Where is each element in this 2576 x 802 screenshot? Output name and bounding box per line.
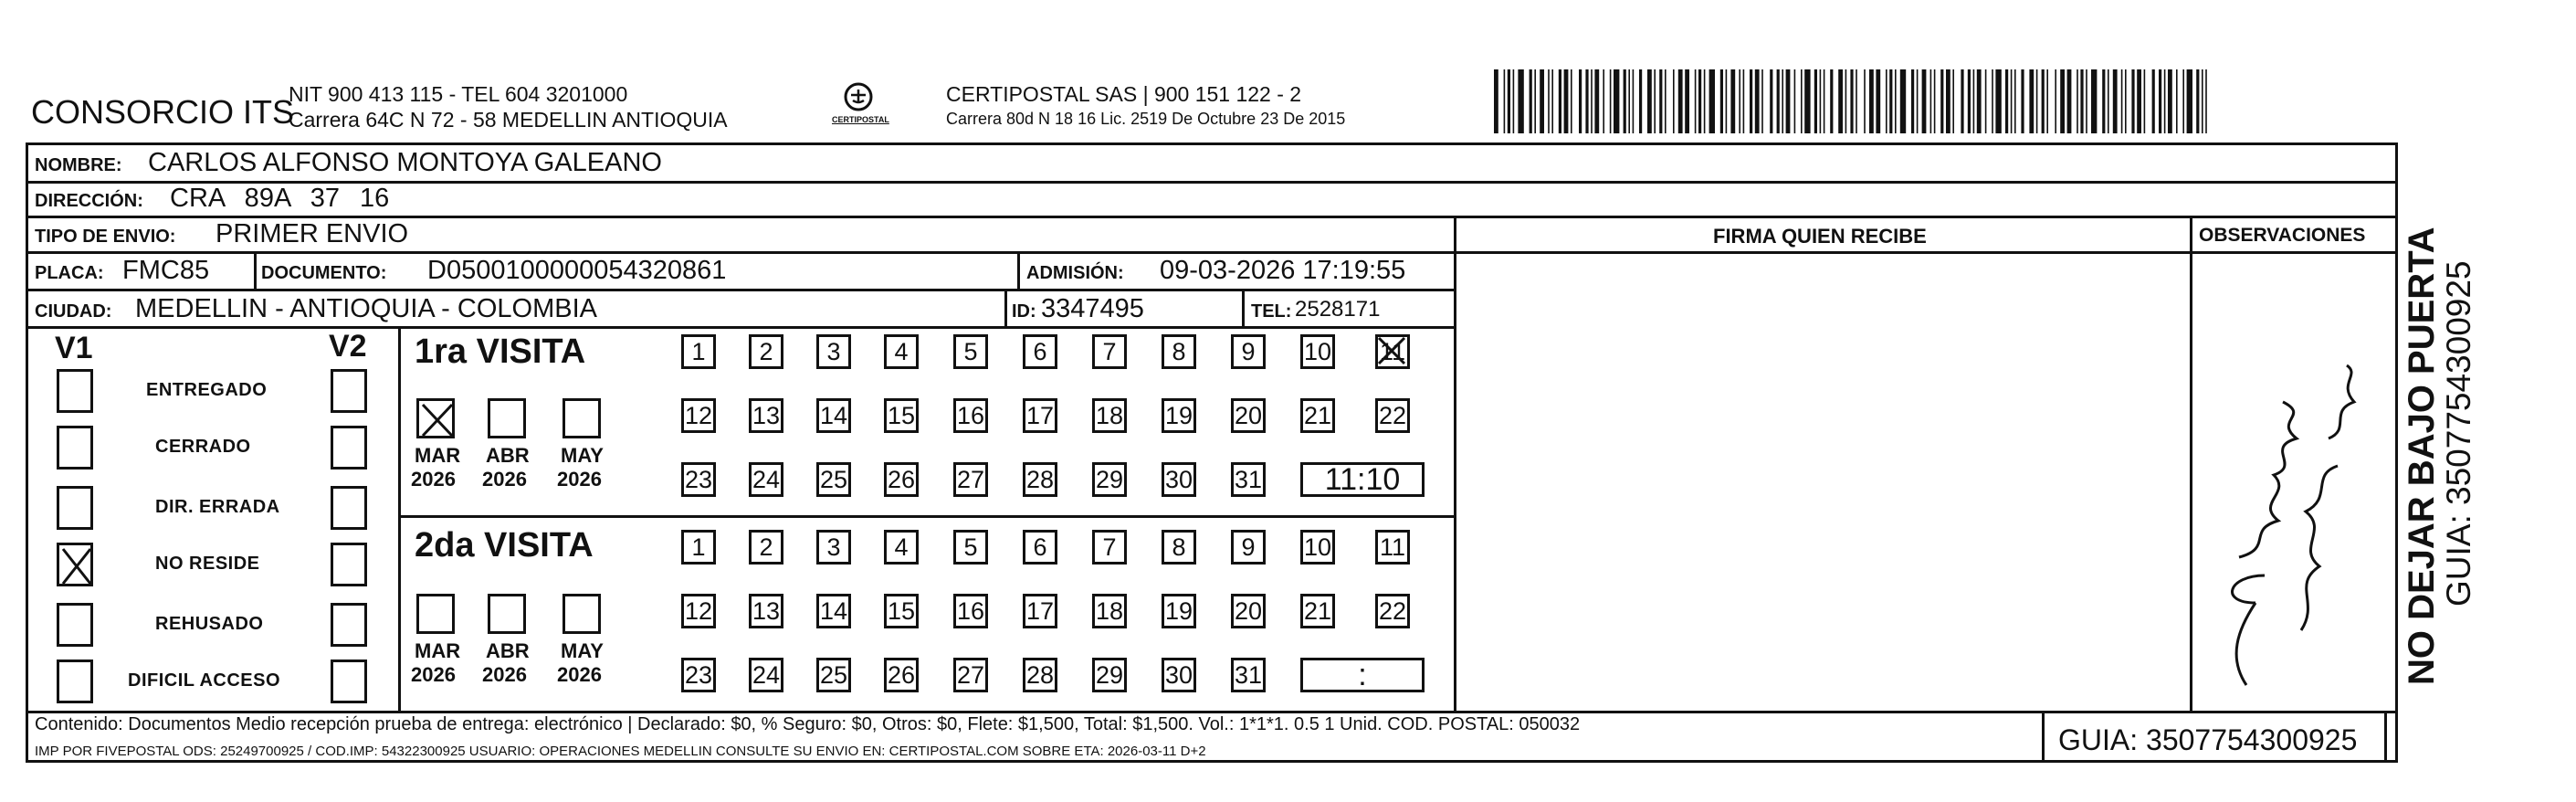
barcode-bar [1513, 69, 1515, 133]
v2-checkbox[interactable] [331, 543, 367, 586]
barcode-bar [2108, 69, 2109, 133]
visit2-day-box[interactable]: 6 [1023, 530, 1057, 565]
id-value: 3347495 [1041, 294, 1144, 323]
status-label: REHUSADO [155, 614, 264, 634]
certipostal-logo [826, 80, 890, 133]
visit2-day-box[interactable]: 4 [884, 530, 919, 565]
name-label: NOMBRE: [35, 155, 122, 175]
barcode-bar [2125, 69, 2127, 133]
barcode-bar [1922, 69, 1927, 133]
visit2-day-box[interactable]: 19 [1162, 594, 1196, 628]
barcode-bar [1886, 69, 1887, 133]
visit1-month-year: 2026 [411, 468, 456, 491]
id-label: ID: [1012, 301, 1036, 322]
barcode-bar [1869, 69, 1874, 133]
barcode-bar [1720, 69, 1723, 133]
logo-text: CERTIPOSTAL [832, 115, 889, 124]
barcode-bar [2168, 69, 2172, 133]
visit1-month-label: MAY [561, 444, 604, 467]
barcode-bar [1804, 69, 1810, 133]
barcode-bar [1704, 69, 1706, 133]
recipient-signature [2192, 329, 2374, 703]
barcode-bar [1624, 69, 1626, 133]
barcode-bar [1794, 69, 1796, 133]
barcode-bar [2187, 69, 2192, 133]
barcode-bar [2036, 69, 2038, 133]
visit1-day-box[interactable]: 28 [1023, 462, 1057, 497]
barcode-bar [1876, 69, 1880, 133]
barcode-bar [1830, 69, 1833, 133]
visit2-day-box[interactable]: 9 [1231, 530, 1266, 565]
visit1-day-box[interactable]: 11 [1375, 334, 1410, 369]
carrier-line: CERTIPOSTAL SAS | 900 151 122 - 2 [946, 82, 1302, 106]
visit1-day-box[interactable]: 24 [749, 462, 783, 497]
visit2-day-box[interactable]: 15 [884, 594, 919, 628]
visit1-month-checkbox[interactable] [488, 398, 526, 438]
city-value: MEDELLIN - ANTIOQUIA - COLOMBIA [135, 294, 597, 323]
barcode-bar [2182, 69, 2184, 133]
tel-label: TEL: [1251, 301, 1292, 322]
visit1-day-box[interactable]: 30 [1162, 462, 1196, 497]
barcode-bar [1845, 69, 1847, 133]
barcode-bar [1940, 69, 1943, 133]
barcode-bar [1934, 69, 1936, 133]
barcode-bar [1739, 69, 1740, 133]
v2-checkbox[interactable] [331, 603, 367, 647]
barcode-bar [2077, 69, 2078, 133]
visit1-day-box[interactable]: 2 [749, 334, 783, 369]
visit1-day-box[interactable]: 31 [1231, 462, 1266, 497]
plate-label: PLACA: [35, 263, 104, 283]
visit1-time-field[interactable]: 11:10 [1300, 462, 1425, 497]
side-warning: NO DEJAR BAJO PUERTA [2402, 227, 2442, 685]
city-label: CIUDAD: [35, 301, 112, 322]
barcode-bar [1564, 69, 1569, 133]
barcode-bar [1594, 69, 1599, 133]
barcode-bar [1856, 69, 1857, 133]
barcode-bar [2152, 69, 2155, 133]
shipment-type-label: TIPO DE ENVIO: [35, 227, 176, 247]
v1-checkbox[interactable] [57, 603, 93, 647]
visit1-title: 1ra VISITA [415, 332, 586, 371]
visit2-month-checkbox[interactable] [416, 594, 455, 634]
v2-label: V2 [329, 329, 367, 364]
barcode-bar [1639, 69, 1642, 133]
barcode-bar [1968, 69, 1971, 133]
barcode-bar [2011, 69, 2013, 133]
tel-value: 2528171 [1295, 297, 1381, 322]
barcode [1494, 69, 2215, 133]
v2-checkbox[interactable] [331, 369, 367, 413]
shipment-type: PRIMER ENVIO [216, 219, 409, 248]
barcode-bar [1770, 69, 1772, 133]
signature-header: FIRMA QUIEN RECIBE [1713, 225, 1927, 248]
visit1-day-box[interactable]: 1 [681, 334, 716, 369]
visit2-day-box[interactable]: 30 [1162, 658, 1196, 692]
barcode-bar [2005, 69, 2008, 133]
visit2-day-box[interactable]: 5 [953, 530, 988, 565]
visit2-day-box[interactable]: 18 [1092, 594, 1127, 628]
company-nit-line: NIT 900 413 115 - TEL 604 3201000 [289, 82, 628, 106]
recipient-address: CRA 89A 37 16 [170, 184, 390, 213]
visit2-day-box[interactable]: 25 [816, 658, 851, 692]
v1-checkbox[interactable] [57, 486, 93, 530]
barcode-bar [1585, 69, 1588, 133]
footer-guia: GUIA: 3507754300925 [2058, 723, 2358, 756]
barcode-bar [1551, 69, 1553, 133]
visit1-day-box[interactable]: 26 [884, 462, 919, 497]
visit2-day-box[interactable]: 12 [681, 594, 716, 628]
v1-checkbox[interactable] [57, 543, 93, 586]
barcode-bar [1698, 69, 1701, 133]
barcode-bar [2067, 69, 2072, 133]
v1-label: V1 [55, 331, 93, 365]
barcode-bar [1814, 69, 1817, 133]
carrier-address-line: Carrera 80d N 18 16 Lic. 2519 De Octubre 23 De 2015 [946, 110, 1346, 128]
visit2-month-checkbox[interactable] [488, 594, 526, 634]
address-label: DIRECCIÓN: [35, 191, 143, 211]
visit2-day-box[interactable]: 7 [1092, 530, 1127, 565]
admission-value: 09-03-2026 17:19:55 [1160, 256, 1406, 285]
barcode-bar [1777, 69, 1780, 133]
status-label: DIFICIL ACCESO [128, 670, 281, 691]
visit2-day-box[interactable]: 23 [681, 658, 716, 692]
visit2-day-box[interactable]: 20 [1231, 594, 1266, 628]
v1-checkbox[interactable] [57, 660, 93, 703]
company-address-line: Carrera 64C N 72 - 58 MEDELLIN ANTIOQUIA [289, 108, 728, 132]
status-label: NO RESIDE [155, 554, 260, 574]
visit2-day-box[interactable]: 29 [1092, 658, 1127, 692]
visit1-day-box[interactable]: 18 [1092, 398, 1127, 433]
recipient-name: CARLOS ALFONSO MONTOYA GALEANO [148, 148, 662, 177]
barcode-bar [1518, 69, 1523, 133]
barcode-bar [1750, 69, 1752, 133]
visit2-day-box[interactable]: 27 [953, 658, 988, 692]
status-label: ENTREGADO [146, 380, 268, 400]
barcode-bar [1782, 69, 1783, 133]
admission-label: ADMISIÓN: [1026, 263, 1124, 283]
barcode-bar [1559, 69, 1561, 133]
barcode-bar [2029, 69, 2034, 133]
visit1-day-box[interactable]: 20 [1231, 398, 1266, 433]
visit1-day-box[interactable]: 5 [953, 334, 988, 369]
barcode-bar [2021, 69, 2024, 133]
barcode-bar [1494, 69, 1498, 133]
barcode-bar [1726, 69, 1728, 133]
barcode-bar [1824, 69, 1825, 133]
visit2-month-label: ABR [486, 639, 530, 662]
barcode-bar [1864, 69, 1866, 133]
visit1-day-box[interactable]: 14 [816, 398, 851, 433]
barcode-bar [2042, 69, 2045, 133]
barcode-bar [1900, 69, 1906, 133]
visit2-day-box[interactable]: 16 [953, 594, 988, 628]
footer-print-line: IMP POR FIVEPOSTAL ODS: 25249700925 / COD.IMP: 54322300925 USUARIO: OPERACIONES MEDELLIN CONSULTE SU ENVIO EN: CERTIPOSTAL.COM SOBRE ETA: 2026-03-11 D+2 [35, 744, 1206, 759]
visit2-day-box[interactable]: 24 [749, 658, 783, 692]
barcode-bar [2014, 69, 2016, 133]
barcode-bar [2196, 69, 2199, 133]
visit1-month-label: ABR [486, 444, 530, 467]
barcode-bar [1820, 69, 1822, 133]
barcode-bar [2144, 69, 2146, 133]
barcode-bar [2055, 69, 2056, 133]
barcode-bar [1508, 69, 1510, 133]
barcode-bar [1591, 69, 1593, 133]
visit2-month-year: 2026 [557, 663, 602, 686]
visit2-day-box[interactable]: 26 [884, 658, 919, 692]
barcode-bar [1695, 69, 1697, 133]
barcode-bar [1930, 69, 1932, 133]
barcode-bar [1917, 69, 1919, 133]
document-value: D0500100000054320861 [427, 256, 727, 285]
barcode-bar [1761, 69, 1763, 133]
barcode-bar [1946, 69, 1950, 133]
visit2-day-box[interactable]: 22 [1375, 594, 1410, 628]
barcode-bar [1985, 69, 1987, 133]
barcode-bar [1911, 69, 1914, 133]
barcode-bar [1540, 69, 1544, 133]
barcode-bar [1628, 69, 1630, 133]
barcode-bar [1961, 69, 1963, 133]
v2-checkbox[interactable] [331, 486, 367, 530]
barcode-bar [2102, 69, 2105, 133]
visit1-day-box[interactable]: 12 [681, 398, 716, 433]
visit2-day-box[interactable]: 2 [749, 530, 783, 565]
visit2-day-box[interactable]: 3 [816, 530, 851, 565]
barcode-bar [1673, 69, 1675, 133]
visit1-day-box[interactable]: 15 [884, 398, 919, 433]
visit1-day-box[interactable]: 10 [1300, 334, 1335, 369]
visit1-day-box[interactable]: 3 [816, 334, 851, 369]
visit1-day-box[interactable]: 25 [816, 462, 851, 497]
visit1-day-box[interactable]: 19 [1162, 398, 1196, 433]
visit1-month-checkbox[interactable] [563, 398, 601, 438]
visit2-month-year: 2026 [411, 663, 456, 686]
visit2-day-box[interactable]: 8 [1162, 530, 1196, 565]
barcode-bar [2113, 69, 2118, 133]
barcode-bar [2159, 69, 2161, 133]
visit2-day-box[interactable]: 31 [1231, 658, 1266, 692]
v1-checkbox[interactable] [57, 426, 93, 470]
barcode-bar [1647, 69, 1652, 133]
visit2-day-box[interactable]: 21 [1300, 594, 1335, 628]
visit2-month-label: MAY [561, 639, 604, 662]
barcode-bar [2086, 69, 2087, 133]
footer-content-line: Contenido: Documentos Medio recepción prueba de entrega: electrónico | Declarado: $0, % Seguro: $0, Otros: $0, Flete: $1,500, Total: $1,500. Vol.: 1*1*1. 0.5 1 Unid. COD. POSTAL: 050032 [35, 714, 1581, 734]
barcode-bar [1654, 69, 1656, 133]
barcode-bar [1534, 69, 1536, 133]
barcode-bar [1678, 69, 1683, 133]
visit1-day-box[interactable]: 13 [749, 398, 783, 433]
barcode-bar [2121, 69, 2123, 133]
v2-checkbox[interactable] [331, 660, 367, 703]
barcode-bar [1801, 69, 1803, 133]
barcode-bar [1755, 69, 1760, 133]
barcode-bar [1992, 69, 1993, 133]
barcode-bar [1838, 69, 1843, 133]
barcode-bar [1895, 69, 1897, 133]
status-label: DIR. ERRADA [155, 497, 280, 517]
barcode-bar [1685, 69, 1689, 133]
visit2-day-box[interactable]: 1 [681, 530, 716, 565]
visit1-month-year: 2026 [482, 468, 527, 491]
barcode-bar [1730, 69, 1735, 133]
visit1-month-year: 2026 [557, 468, 602, 491]
barcode-bar [1665, 69, 1667, 133]
barcode-bar [1709, 69, 1715, 133]
barcode-bar [1633, 69, 1635, 133]
barcode-bar [1530, 69, 1532, 133]
barcode-bar [1548, 69, 1550, 133]
visit1-day-box[interactable]: 29 [1092, 462, 1127, 497]
visit1-day-box[interactable]: 6 [1023, 334, 1057, 369]
barcode-bar [1603, 69, 1604, 133]
status-label: CERRADO [155, 437, 251, 457]
barcode-bar [2091, 69, 2097, 133]
barcode-bar [1504, 69, 1506, 133]
visit2-time-field[interactable]: : [1300, 658, 1425, 692]
barcode-bar [1659, 69, 1662, 133]
barcode-bar [1571, 69, 1572, 133]
document-label: DOCUMENTO: [261, 263, 387, 283]
visit1-day-box[interactable]: 21 [1300, 398, 1335, 433]
barcode-bar [1889, 69, 1892, 133]
barcode-bar [2205, 69, 2207, 133]
visit2-day-box[interactable]: 17 [1023, 594, 1057, 628]
barcode-bar [2131, 69, 2134, 133]
barcode-bar [2137, 69, 2141, 133]
visit1-day-box[interactable]: 4 [884, 334, 919, 369]
barcode-bar [2202, 69, 2203, 133]
barcode-bar [1614, 69, 1619, 133]
plate-value: FMC85 [122, 256, 210, 285]
barcode-bar [1743, 69, 1745, 133]
visit2-title: 2da VISITA [415, 526, 594, 565]
visit1-day-box[interactable]: 8 [1162, 334, 1196, 369]
visit1-month-checkbox[interactable] [416, 398, 455, 438]
barcode-bar [1850, 69, 1853, 133]
company-name: CONSORCIO ITS [31, 93, 295, 131]
side-guia: GUIA: 3507754300925 [2440, 260, 2477, 607]
visit1-day-box[interactable]: 27 [953, 462, 988, 497]
visit1-day-box[interactable]: 23 [681, 462, 716, 497]
visit1-day-box[interactable]: 17 [1023, 398, 1057, 433]
barcode-bar [1610, 69, 1612, 133]
visit2-day-box[interactable]: 14 [816, 594, 851, 628]
v2-checkbox[interactable] [331, 426, 367, 470]
visit2-day-box[interactable]: 11 [1375, 530, 1410, 565]
visit2-day-box[interactable]: 10 [1300, 530, 1335, 565]
visit2-day-box[interactable]: 13 [749, 594, 783, 628]
barcode-bar [1786, 69, 1791, 133]
barcode-bar [2080, 69, 2083, 133]
visit1-day-box[interactable]: 22 [1375, 398, 1410, 433]
v1-checkbox[interactable] [57, 369, 93, 413]
barcode-bar [1995, 69, 2001, 133]
barcode-bar [1579, 69, 1582, 133]
visit2-month-year: 2026 [482, 663, 527, 686]
barcode-bar [2164, 69, 2166, 133]
barcode-bar [1952, 69, 1954, 133]
visit1-day-box[interactable]: 9 [1231, 334, 1266, 369]
visit2-day-box[interactable]: 28 [1023, 658, 1057, 692]
visit1-month-label: MAR [415, 444, 461, 467]
barcode-bar [2046, 69, 2048, 133]
barcode-bar [2060, 69, 2065, 133]
barcode-bar [1977, 69, 1982, 133]
visit2-month-label: MAR [415, 639, 461, 662]
barcode-bar [1973, 69, 1975, 133]
observations-header: OBSERVACIONES [2199, 225, 2366, 246]
visit1-day-box[interactable]: 7 [1092, 334, 1127, 369]
barcode-bar [2176, 69, 2178, 133]
visit2-month-checkbox[interactable] [563, 594, 601, 634]
visit1-day-box[interactable]: 16 [953, 398, 988, 433]
